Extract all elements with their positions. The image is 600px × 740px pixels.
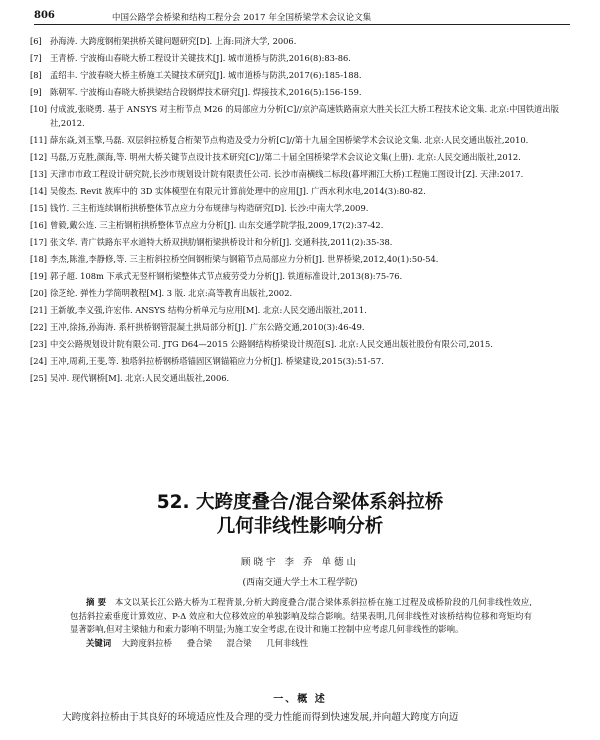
reference-text: 孟绍丰. 宁波春晓大桥主桥施工关键技术研究[J]. 城市道桥与防洪,2017(6):185-188. xyxy=(50,70,362,80)
reference-item xyxy=(30,303,570,317)
reference-item xyxy=(30,320,570,334)
page-header xyxy=(34,8,570,25)
reference-number: [25] xyxy=(30,373,48,383)
keyword: 叠合梁 xyxy=(186,637,212,648)
reference-text: 天津市市政工程设计研究院,长沙市规划设计院有限责任公司. 长沙市南横线二标段(暮坪湘江大桥)工程施工图设计[Z]. 天津:2017. xyxy=(50,169,524,179)
reference-number: [13] xyxy=(30,169,48,179)
reference-text: 吴俊杰. Revit 族库中的 3D 实体模型在有限元计算前处理中的应用[J]. 广西水利水电,2014(3):80-82. xyxy=(50,186,426,196)
reference-number: [18] xyxy=(30,254,48,264)
keyword: 几何非线性 xyxy=(266,637,309,648)
abstract xyxy=(70,596,532,650)
reference-text: 钱竹. 三主桁连续钢桁拱桥整体节点应力分布规律与构造研究[D]. 长沙:中南大学,2009. xyxy=(50,203,369,213)
reference-number: [7] xyxy=(30,53,42,63)
reference-text: 马磊,万克胜,颜海,等. 明州大桥关键节点设计技术研究[C]//第二十届全国桥梁学术会议论文集(上册). 北京:人民交通出版社,2012. xyxy=(50,152,521,162)
reference-number: [10] xyxy=(30,104,48,114)
reference-item xyxy=(30,201,570,215)
reference-item xyxy=(30,102,570,130)
reference-item xyxy=(30,235,570,249)
reference-text: 曾毅,戴公连. 三主桁钢桁拱桥整体节点应力分析[J]. 山东交通学院学报,2009,17(2):37-42. xyxy=(50,220,384,230)
keywords-label: 关键词 xyxy=(86,637,112,648)
reference-item xyxy=(30,167,570,181)
reference-number: [15] xyxy=(30,203,48,213)
reference-item xyxy=(30,34,570,48)
reference-text: 陈朝军. 宁波梅山春晓大桥拱梁结合段钢焊技术研究[J]. 焊接技术,2016(5):156-159. xyxy=(50,87,362,97)
keyword: 混合梁 xyxy=(226,637,252,648)
reference-item xyxy=(30,184,570,198)
reference-item xyxy=(30,252,570,266)
article-title-line-2: 几何非线性影响分析 xyxy=(216,516,384,537)
reference-item xyxy=(30,51,570,65)
reference-number: [11] xyxy=(30,135,48,145)
affiliation: (西南交通大学土木工程学院) xyxy=(242,578,358,588)
reference-number: [16] xyxy=(30,220,48,230)
section-heading: 一、概 述 xyxy=(273,694,327,705)
keywords xyxy=(70,637,532,651)
reference-text: 王新敏,李义强,许宏伟. ANSYS 结构分析单元与应用[M]. 北京:人民交通出版社,2011. xyxy=(50,305,367,315)
reference-number: [6] xyxy=(30,36,42,46)
reference-text: 张文华. 青广铁路东平水道特大桥双拱肋钢桁梁拱桥设计和分析[J]. 交通科技,2011(2):35-38. xyxy=(50,237,393,247)
reference-text: 徐芝纶. 弹性力学简明教程[M]. 3 版. 北京:高等教育出版社,2002. xyxy=(50,288,293,298)
reference-item xyxy=(30,286,570,300)
article-title-block xyxy=(0,491,600,588)
reference-number: [17] xyxy=(30,237,48,247)
reference-text: 王冲,周莉,王斐,等. 独塔斜拉桥钢桥塔锚固区钢锚箱应力分析[J]. 桥梁建设,2015(3):51-57. xyxy=(50,356,384,366)
reference-item xyxy=(30,218,570,232)
reference-number: [19] xyxy=(30,271,48,281)
reference-number: [24] xyxy=(30,356,48,366)
reference-list xyxy=(30,34,570,388)
reference-item xyxy=(30,337,570,351)
reference-text: 付成波,张晓勇. 基于 ANSYS 对主桁节点 M26 的局部应力分析[C]//京沪高速铁路南京大胜关长江大桥工程技术论文集. 北京:中国铁道出版社,2012. xyxy=(50,104,559,128)
reference-text: 吴冲. 现代钢桥[M]. 北京:人民交通出版社,2006. xyxy=(50,373,230,383)
article-title-line-1: 52. 大跨度叠合/混合梁体系斜拉桥 xyxy=(156,492,444,513)
reference-text: 孙海涛. 大跨度钢桁架拱桥关键问题研究[D]. 上海:同济大学, 2006. xyxy=(50,36,297,46)
page-number: 806 xyxy=(34,10,55,21)
reference-number: [23] xyxy=(30,339,48,349)
reference-text: 郭子超. 108m 下承式无竖杆钢桁梁整体式节点疲劳受力分析[J]. 铁道标准设计,2013(8):75-76. xyxy=(50,271,403,281)
reference-number: [12] xyxy=(30,152,48,162)
reference-text: 王青桥. 宁波梅山春晓大桥工程设计关键技术[J]. 城市道桥与防洪,2016(8):83-86. xyxy=(50,53,351,63)
reference-item xyxy=(30,133,570,147)
abstract-text: 本文以某长江公路大桥为工程背景,分析大跨度叠合/混合梁体系斜拉桥在施工过程及成桥阶段的几何非线性效应,包括斜拉索垂度计算效应、P-Δ 效应和大位移效应的单独影响及综合影响。结果表明,几何非线性对该桥结构位移和弯矩均有显著影响,但对主梁轴力和索力影响不明显;为施工安全考虑,在设计和施工控制中应考虑几何非线性的影响。 xyxy=(70,597,532,635)
reference-number: [9] xyxy=(30,87,42,97)
reference-item xyxy=(30,354,570,368)
keyword: 大跨度斜拉桥 xyxy=(121,637,173,648)
reference-text: 薛东焱,刘玉擎,马磊. 双层斜拉桥复合桁架节点构造及受力分析[C]//第十九届全国桥梁学术会议论文集. 北京:人民交通出版社,2010. xyxy=(50,135,529,145)
reference-item xyxy=(30,150,570,164)
reference-item xyxy=(30,269,570,283)
reference-number: [8] xyxy=(30,70,42,80)
authors: 顾晓宇 李 乔 单德山 xyxy=(240,557,360,568)
reference-text: 李杰,陈淮,李静修,等. 三主桁斜拉桥空间钢桁梁与钢箱节点局部应力分析[J]. 世界桥梁,2012,40(1):50-54. xyxy=(50,254,439,264)
body-text: 大跨度斜拉桥由于其良好的环境适应性及合理的受力性能而得到快速发展,并向超大跨度方向迈 xyxy=(62,712,459,723)
running-title: 中国公路学会桥梁和结构工程分会 2017 年全国桥梁学术会议论文集 xyxy=(112,12,372,22)
reference-item xyxy=(30,371,570,385)
reference-text: 王冲,徐扬,孙海涛. 系杆拱桥钢管混凝土拱局部分析[J]. 广东公路交通,2010(3):46-49. xyxy=(50,322,365,332)
reference-item xyxy=(30,85,570,99)
reference-number: [20] xyxy=(30,288,48,298)
reference-number: [22] xyxy=(30,322,48,332)
reference-text: 中交公路规划设计院有限公司. JTG D64—2015 公路钢结构桥梁设计规范[S]. 北京:人民交通出版社股份有限公司,2015. xyxy=(50,339,493,349)
abstract-label: 摘 要 xyxy=(86,597,107,607)
reference-number: [21] xyxy=(30,305,48,315)
reference-item xyxy=(30,68,570,82)
reference-number: [14] xyxy=(30,186,48,196)
